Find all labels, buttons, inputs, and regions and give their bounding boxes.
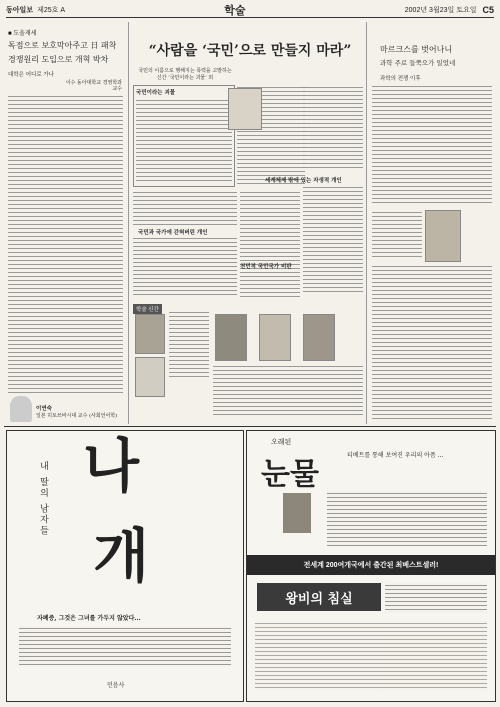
issue-number: 제25호 A xyxy=(37,7,65,14)
ad-right-banner-text: 전세계 200여개국에서 출간된 최베스트셀러! xyxy=(303,562,439,569)
ad-left-text xyxy=(19,626,231,666)
ad-right-footer-text xyxy=(255,621,487,691)
ad-left xyxy=(6,430,244,702)
books-label-1: 학술 신간 xyxy=(133,304,162,314)
book-cover-main xyxy=(228,88,262,130)
center-body-3 xyxy=(133,236,237,296)
left-byline: 이수 동아대학교 경영학과 교수 xyxy=(65,80,122,92)
masthead xyxy=(6,3,494,18)
section-title: 학술 xyxy=(224,4,246,17)
books-text-2 xyxy=(213,364,363,416)
right-body-1 xyxy=(372,84,492,204)
main-headline: “사람을 ‘국민’으로 만들지 마라” xyxy=(148,43,352,59)
left-subline: 대학은 어디로 가나 xyxy=(8,72,55,78)
lower-heading: 천민적 국민국가 비판 xyxy=(240,264,292,270)
left-kicker: ■ 도올재세 xyxy=(8,31,37,37)
book-cover-1 xyxy=(135,314,165,354)
center-body-2 xyxy=(133,190,237,225)
column-rule-right xyxy=(366,22,367,424)
issue-date: 2002년 3월23일 토요일 xyxy=(404,7,477,14)
left-article-body xyxy=(8,94,123,394)
right-title-1: 마르크스를 벗어나니 xyxy=(380,45,453,54)
ad-left-big-bottom: 개 xyxy=(93,522,148,590)
page-number: C5 xyxy=(482,5,494,15)
author-name: 이연숙 xyxy=(36,406,52,412)
headline-sub-1: 국민의 이름으로 행해지는 폭력을 고발하는 xyxy=(138,68,232,74)
left-title-1: 독점으로 보호막아주고 日 패착 xyxy=(8,41,117,50)
box-body xyxy=(136,98,232,182)
headline-sub-2: 신간 ‘국민이라는 괴물’ 외 xyxy=(156,75,214,81)
ad-left-publisher: 민음사 xyxy=(107,682,125,689)
books-row xyxy=(133,302,363,420)
ad-right-big: 눈물 xyxy=(261,457,319,492)
ad-right-banner xyxy=(247,555,495,575)
center-body-4 xyxy=(240,190,300,300)
author-photo xyxy=(10,396,32,422)
ad-right-quote: 티베트를 통해 보여진 우리의 아픔 ... xyxy=(347,452,444,459)
column-rule xyxy=(128,22,129,424)
ad-right-box xyxy=(257,583,381,611)
ad-right-photo xyxy=(283,493,311,533)
author-role: 일본 히토쓰바시대 교수 (사회언어학) xyxy=(36,413,118,419)
intro-box xyxy=(133,85,235,187)
right-section-heading: 세계체제 밖에 있는 자생적 개인 xyxy=(265,178,342,184)
books-text-1 xyxy=(169,310,209,380)
ad-right-text xyxy=(327,491,487,546)
ad-right-box-text xyxy=(385,583,487,613)
right-body-2 xyxy=(372,210,422,260)
mid-heading: 국민과 국가에 갇혀버린 개인 xyxy=(138,230,208,236)
box-title: 국민이라는 괴물 xyxy=(136,90,176,96)
ad-right xyxy=(246,430,496,702)
ad-left-big-top: 나 xyxy=(83,432,138,500)
left-title-2: 경쟁원리 도입으로 개혁 박차 xyxy=(8,55,109,64)
right-subline: 과학의 전쟁 이후 xyxy=(380,76,421,82)
book-cover-2 xyxy=(135,357,165,397)
right-body-3 xyxy=(372,264,492,419)
ad-left-tagline: 자폐증, 그것은 그녀를 가두지 않았다... xyxy=(37,615,141,622)
right-book-cover xyxy=(425,210,461,262)
center-right-body xyxy=(303,85,363,170)
center-right-body-2 xyxy=(303,185,363,295)
ad-section-rule xyxy=(4,426,496,427)
ad-right-box-title: 왕비의 침실 xyxy=(285,591,353,607)
book-cover-4 xyxy=(259,314,291,361)
paper-name: 동아일보 xyxy=(6,7,34,14)
book-cover-5 xyxy=(303,314,335,361)
book-cover-3 xyxy=(215,314,247,361)
right-title-2: 과학 주로 들쭉으가 일었네 xyxy=(380,59,456,67)
ad-right-top: 오래된 xyxy=(271,438,292,446)
ad-left-side: 내 딸의 남자들 xyxy=(38,461,48,537)
